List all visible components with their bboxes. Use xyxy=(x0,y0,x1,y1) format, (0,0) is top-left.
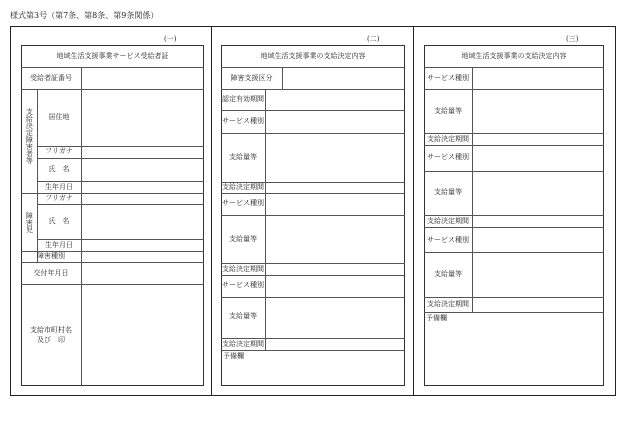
support-category-label: 障害支援区分 xyxy=(230,74,273,82)
seal-label: 及び 印 xyxy=(37,336,65,344)
panel-divider-2 xyxy=(413,26,414,396)
issue-date-label: 交付年月日 xyxy=(33,269,69,277)
certificate-title: 地域生活支援事業サービス受給者証 xyxy=(56,52,169,60)
payment-amount-label-3: 支給量等 xyxy=(434,270,462,278)
validity-period-label: 認定有効期間 xyxy=(222,95,264,103)
service-type-label-3: サービス種別 xyxy=(427,236,469,244)
name-label: 氏 名 xyxy=(48,165,70,173)
recipient-cert-number-label: 受給者証番号 xyxy=(30,74,72,82)
payment-amount-label-1: 支給量等 xyxy=(229,153,257,161)
birthdate-label: 生年月日 xyxy=(45,183,73,191)
page-number: (二) xyxy=(367,35,380,43)
address-label: 居住地 xyxy=(48,113,70,121)
disability-type-label: 障害種別 xyxy=(37,252,65,260)
form-number: 様式第3号（第7条、第8条、第9条関係） xyxy=(10,11,159,20)
payment-amount-label-2: 支給量等 xyxy=(229,235,257,243)
service-type-label-1: サービス種別 xyxy=(427,74,469,82)
service-type-label-2: サービス種別 xyxy=(222,199,264,207)
remarks-label: 予備欄 xyxy=(223,352,244,360)
payment-period-label-3: 支給決定期間 xyxy=(222,340,264,348)
child-birthdate-label: 生年月日 xyxy=(45,241,73,249)
child-name-label: 氏 名 xyxy=(48,217,70,225)
decision-title-continued: 地域生活支援事業の支給決定内容 xyxy=(461,52,567,60)
certificate-table xyxy=(21,45,204,386)
service-type-label-1: サービス種別 xyxy=(222,117,264,125)
child-group-label: 障害児 xyxy=(25,212,34,233)
page-number: (三) xyxy=(566,35,579,43)
payment-period-label-1: 支給決定期間 xyxy=(427,135,469,143)
municipality-label: 支給市町村名 xyxy=(30,326,72,334)
service-type-label-2: サービス種別 xyxy=(427,153,469,161)
payment-amount-label-1: 支給量等 xyxy=(434,107,462,115)
service-type-label-3: サービス種別 xyxy=(222,281,264,289)
child-furigana-label: フリガナ xyxy=(45,194,73,202)
decision-title: 地域生活支援事業の支給決定内容 xyxy=(260,52,366,60)
page-number: (一) xyxy=(164,35,177,43)
furigana-label: フリガナ xyxy=(45,147,73,155)
payment-period-label-2: 支給決定期間 xyxy=(427,217,469,225)
decided-person-group-label: 支給決定障害者等 xyxy=(25,108,34,164)
payment-period-label-1: 支給決定期間 xyxy=(222,183,264,191)
payment-amount-label-2: 支給量等 xyxy=(434,188,462,196)
panel-divider-1 xyxy=(211,26,212,396)
payment-period-label-2: 支給決定期間 xyxy=(222,265,264,273)
remarks-label: 予備欄 xyxy=(426,314,447,322)
payment-period-label-3: 支給決定期間 xyxy=(427,300,469,308)
payment-amount-label-3: 支給量等 xyxy=(229,312,257,320)
